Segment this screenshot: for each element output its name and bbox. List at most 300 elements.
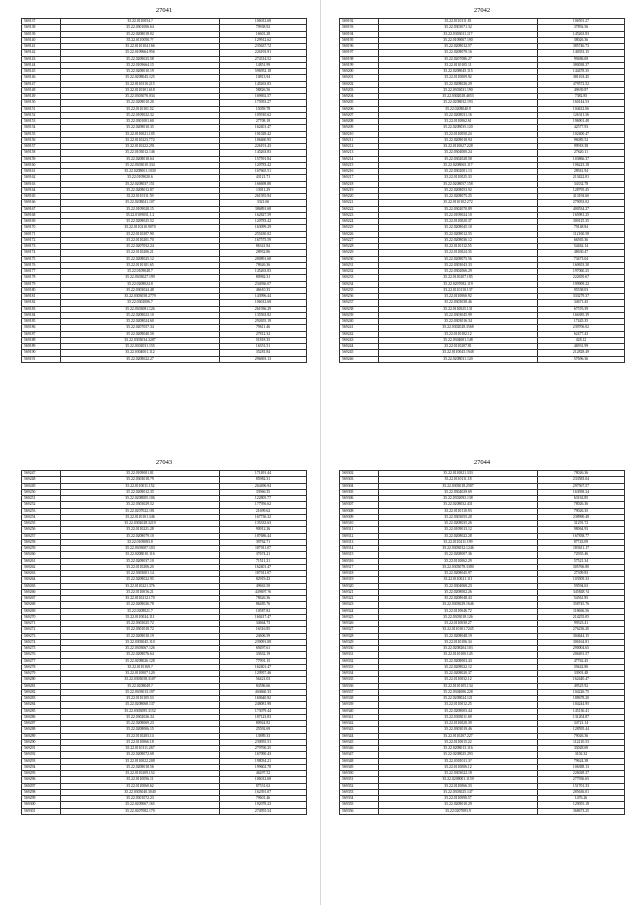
value-cell: 187011.07	[220, 571, 307, 577]
row-id-cell: 569305	[340, 489, 379, 495]
row-id-cell: 569171	[22, 231, 61, 237]
row-id-cell: 569316	[340, 558, 379, 564]
row-id-cell: 569224	[340, 219, 379, 225]
cadastral-number-cell: 35.22.0303085.3152	[61, 708, 220, 714]
cadastral-number-cell: 35.22.0301001.60	[61, 119, 220, 125]
row-id-cell: 569246	[340, 356, 379, 362]
value-cell: 16351.51	[220, 344, 307, 350]
value-cell: 37674.21	[220, 552, 307, 558]
cadastral-number-cell: 35.22.0110050.24	[379, 131, 538, 137]
value-cell: 106012.68	[220, 777, 307, 783]
cadastral-number-cell: 35.22.0208025.52	[61, 219, 220, 225]
cadastral-number-cell: 35.22.0110110.137	[379, 287, 538, 293]
cadastral-number-cell: 35.22.0207057.34	[61, 325, 220, 331]
cadastral-number-cell: 35.22.0303067.126	[61, 646, 220, 652]
value-cell: 145263.83	[220, 269, 307, 275]
row-id-cell: 569277	[22, 658, 61, 664]
row-id-cell: 569140	[22, 37, 61, 43]
row-id-cell: 569226	[340, 231, 379, 237]
table-row	[22, 808, 307, 814]
row-id-cell: 569294	[22, 764, 61, 770]
value-cell: 48630.47	[538, 250, 625, 256]
value-cell: 145263.83	[220, 81, 307, 87]
value-cell: 264496.94	[220, 483, 307, 489]
row-id-cell: 569207	[340, 112, 379, 118]
cadastral-number-cell: 35.22.0110206.20	[61, 564, 220, 570]
value-cell: 300125.35	[538, 219, 625, 225]
row-id-cell: 569194	[340, 31, 379, 37]
row-id-cell: 569237	[340, 300, 379, 306]
cadastral-number-cell: 35.22.0208022.12	[379, 664, 538, 670]
cadastral-number-cell: 35.22.0208076.64	[61, 652, 220, 658]
cadastral-number-cell: 35.22.0110203.14	[61, 733, 220, 739]
row-id-cell: 569181	[22, 294, 61, 300]
value-cell: 167665.51	[220, 169, 307, 175]
row-id-cell: 569139	[22, 31, 61, 37]
row-id-cell: 569322	[340, 596, 379, 602]
row-id-cell: 569137	[22, 19, 61, 25]
value-cell: 80924.82	[220, 721, 307, 727]
cadastral-number-cell: 35.22.0208045.10	[379, 225, 538, 231]
row-id-cell: 569146	[22, 75, 61, 81]
cadastral-number-cell: 35.22.0110211.199	[379, 539, 538, 545]
cadastral-number-cell: 35.22.0303016.34	[379, 319, 538, 325]
row-id-cell: 569319	[340, 577, 379, 583]
row-id-cell: 569280	[22, 677, 61, 683]
row-id-cell: 569187	[22, 331, 61, 337]
value-cell: 381163.45	[538, 75, 625, 81]
value-cell: 413194.60	[538, 194, 625, 200]
row-id-cell: 569317	[340, 564, 379, 570]
value-cell: 57521.34	[538, 558, 625, 564]
cadastral-number-cell: 35.22.0304000.24	[379, 150, 538, 156]
document-page-27041	[16, 4, 312, 452]
row-id-cell: 569324	[340, 608, 379, 614]
row-id-cell: 569283	[22, 696, 61, 702]
row-id-cell: 569143	[22, 56, 61, 62]
row-id-cell: 569196	[340, 44, 379, 50]
row-id-cell: 569150	[22, 100, 61, 106]
value-cell: 85982.31	[220, 477, 307, 483]
cadastral-number-cell: 35.22.0208012.57	[379, 44, 538, 50]
cadastral-number-cell: 35.22.0208031.120	[379, 356, 538, 362]
cadastral-number-cell: 35.22.0109028.15	[61, 206, 220, 212]
cadastral-number-cell: 35.22.0302028.4653	[379, 94, 538, 100]
value-cell: 404660.33	[220, 689, 307, 695]
value-cell: 187686.44	[220, 533, 307, 539]
value-cell: 213422.81	[538, 175, 625, 181]
cadastral-number-cell: 35.22.0208026.128	[61, 658, 220, 664]
value-cell: 27620.11	[538, 150, 625, 156]
cadastral-number-cell: 35.22.0109007.190	[379, 37, 538, 43]
cadastral-number-cell: 35.22.0208079.10	[61, 533, 220, 539]
value-cell: 54462.14	[538, 244, 625, 250]
value-cell: 135563.82	[220, 312, 307, 318]
value-cell: 79026.35	[538, 508, 625, 514]
value-cell: 238990.49	[538, 514, 625, 520]
row-id-cell: 569158	[22, 150, 61, 156]
cadastral-number-cell: 35.22.0304068.23	[379, 583, 538, 589]
data-table	[21, 470, 307, 815]
value-cell: 33966.35	[220, 489, 307, 495]
value-cell: 27812.32	[220, 331, 307, 337]
value-cell: 187011.07	[220, 546, 307, 552]
cadastral-number-cell: 35.22.0302026.34	[61, 714, 220, 720]
row-id-cell: 569189	[22, 344, 61, 350]
page-title: 27043	[155, 459, 173, 466]
value-cell: 151701.33	[538, 783, 625, 789]
value-cell: 105910.62	[220, 112, 307, 118]
value-cell: 368673.25	[538, 808, 625, 814]
value-cell: 214255.05	[538, 614, 625, 620]
cadastral-number-cell: 35.22.0208045.125	[61, 75, 220, 81]
data-table	[339, 470, 625, 815]
row-id-cell: 569192	[340, 19, 379, 25]
value-cell: 106388.13	[538, 764, 625, 770]
cadastral-number-cell: 35.22.0304001.112	[61, 350, 220, 356]
value-cell: 3102.32	[538, 752, 625, 758]
row-id-cell: 569168	[22, 212, 61, 218]
cadastral-number-cell: 35.22.0110111.267	[61, 746, 220, 752]
value-cell: 42577.93	[538, 125, 625, 131]
value-cell: 177956.62	[220, 502, 307, 508]
cadastral-number-cell: 35.22.0110207.227	[379, 733, 538, 739]
row-id-cell: 569349	[340, 764, 379, 770]
cadastral-number-cell: 35.22.0303078.3380	[379, 564, 538, 570]
cadastral-number-cell: 35.22.0208075.25	[379, 194, 538, 200]
row-id-cell: 569184	[22, 312, 61, 318]
row-id-cell: 569240	[340, 319, 379, 325]
cadastral-number-cell: 35.22.0208025.293	[379, 752, 538, 758]
row-id-cell: 569334	[340, 671, 379, 677]
document-page-27043	[16, 456, 312, 904]
value-cell: 34664.73	[220, 621, 307, 627]
row-id-cell: 569261	[22, 558, 61, 564]
cadastral-number-cell: 35.22.0208005.106	[61, 496, 220, 502]
cadastral-number-cell: 35.22.0109001.81	[61, 471, 220, 477]
value-cell: 84586.66	[220, 683, 307, 689]
row-id-cell: 569185	[22, 319, 61, 325]
value-cell: 143996.44	[220, 294, 307, 300]
value-cell: 385746.73	[538, 44, 625, 50]
value-cell: 21699.62	[220, 508, 307, 514]
cadastral-number-cell: 35.22.0208045.115	[379, 69, 538, 75]
row-id-cell: 569343	[340, 727, 379, 733]
value-cell: 122805.77	[220, 496, 307, 502]
cadastral-number-cell: 35.22.0110024.111	[61, 614, 220, 620]
row-id-cell: 569263	[22, 571, 61, 577]
cadastral-number-cell: 35.22.0109020.6	[61, 175, 220, 181]
value-cell: 112210.53	[538, 739, 625, 745]
row-id-cell: 569169	[22, 219, 61, 225]
row-id-cell: 569304	[340, 483, 379, 489]
row-id-cell: 569222	[340, 206, 379, 212]
value-cell: 90912.26	[220, 527, 307, 533]
row-id-cell: 569289	[22, 733, 61, 739]
cadastral-number-cell: 35.22.0208024.8	[61, 281, 220, 287]
cadastral-number-cell: 35.22.0302028.58	[379, 156, 538, 162]
cadastral-number-cell: 35.22.0303013.197	[61, 689, 220, 695]
row-id-cell: 569340	[340, 708, 379, 714]
row-id-cell: 569284	[22, 702, 61, 708]
row-id-cell: 569311	[340, 527, 379, 533]
row-id-cell: 569252	[22, 502, 61, 508]
row-id-cell: 569212	[340, 144, 379, 150]
row-id-cell: 569310	[340, 521, 379, 527]
cadastral-number-cell: 35.22.0109024.10	[379, 212, 538, 218]
value-cell: 24606.59	[220, 633, 307, 639]
value-cell: 226028.37	[538, 771, 625, 777]
row-id-cell: 569253	[22, 508, 61, 514]
row-id-cell: 569145	[22, 69, 61, 75]
value-cell: 162440.47	[538, 677, 625, 683]
row-id-cell: 569216	[340, 169, 379, 175]
row-id-cell: 569342	[340, 721, 379, 727]
cadastral-number-cell: 35.22.0208012.35	[61, 489, 220, 495]
cadastral-number-cell: 35.22.0304006.228	[379, 689, 538, 695]
row-id-cell: 569341	[340, 714, 379, 720]
value-cell: 279760.25	[220, 746, 307, 752]
row-id-cell: 569243	[340, 337, 379, 343]
row-id-cell: 569228	[340, 244, 379, 250]
value-cell: 165981.25	[538, 212, 625, 218]
value-cell: 160417.47	[220, 614, 307, 620]
row-id-cell: 569153	[22, 119, 61, 125]
value-cell: 66565.36	[538, 237, 625, 243]
value-cell: 400534.27	[538, 206, 625, 212]
row-id-cell: 569295	[22, 771, 61, 777]
value-cell: 160653.30	[538, 262, 625, 268]
cadastral-number-cell: 35.22.0208010.116	[61, 552, 220, 558]
cadastral-number-cell: 35.22.0208018.56	[61, 764, 220, 770]
row-id-cell: 569149	[22, 94, 61, 100]
value-cell: 99486.69	[538, 56, 625, 62]
row-id-cell: 569175	[22, 256, 61, 262]
cadastral-number-cell: 35.22.0110032.12	[379, 677, 538, 683]
cadastral-number-cell: 35.22.0303022.18	[379, 771, 538, 777]
value-cell: 13889.33	[220, 733, 307, 739]
cadastral-number-cell: 35.22.0110101.7245	[379, 627, 538, 633]
value-cell: 167575.59	[220, 237, 307, 243]
cadastral-number-cell: 35.22.0110066.18	[61, 739, 220, 745]
value-cell: 71511.21	[220, 558, 307, 564]
cadastral-number-cell: 35.22.0208020.37	[379, 671, 538, 677]
row-id-cell: 569259	[22, 546, 61, 552]
value-cell: 160640.82	[220, 696, 307, 702]
value-cell: 171491.44	[220, 471, 307, 477]
cadastral-number-cell: 35.22.0303010.334	[61, 162, 220, 168]
row-id-cell: 569335	[340, 677, 379, 683]
row-id-cell: 569315	[340, 552, 379, 558]
cadastral-number-cell: 35.22.0208018.02	[61, 31, 220, 37]
value-cell: 86485.76	[220, 602, 307, 608]
row-id-cell: 569232	[340, 269, 379, 275]
cadastral-number-cell: 35.22.0303007.103	[61, 546, 220, 552]
value-cell: 31291.72	[538, 521, 625, 527]
row-id-cell: 569286	[22, 714, 61, 720]
row-id-cell: 569221	[340, 200, 379, 206]
cadastral-number-cell: 35.22.0208010.20	[61, 100, 220, 106]
value-cell: 47762.45	[538, 658, 625, 664]
cadastral-number-cell: 35.22.0303055.20	[379, 514, 538, 520]
value-cell: 274314.52	[220, 56, 307, 62]
cadastral-number-cell: 35.22.0110112.55	[379, 244, 538, 250]
row-id-cell: 569354	[340, 796, 379, 802]
value-cell: 239706.02	[538, 325, 625, 331]
cadastral-number-cell: 35.22.0208022.28	[379, 533, 538, 539]
cadastral-number-cell: 35.22.0110012.25	[379, 702, 538, 708]
value-cell: 129055.18	[538, 802, 625, 808]
row-id-cell: 569242	[340, 331, 379, 337]
value-cell: 33901.48	[538, 671, 625, 677]
value-cell: 306164.81	[538, 639, 625, 645]
value-cell: 167090.43	[220, 752, 307, 758]
cadastral-number-cell: 35.22.0207082.170	[61, 808, 220, 814]
value-cell: 358745.76	[538, 602, 625, 608]
row-id-cell: 569190	[22, 350, 61, 356]
row-id-cell: 569191	[22, 356, 61, 362]
row-id-cell: 569256	[22, 527, 61, 533]
value-cell: 120783.42	[220, 162, 307, 168]
row-id-cell: 569351	[340, 777, 379, 783]
value-cell: 129912.62	[220, 37, 307, 43]
cadastral-number-cell: 35.22.0303045.110	[61, 639, 220, 645]
value-cell: 28952.86	[220, 250, 307, 256]
value-cell: 1476.26	[538, 796, 625, 802]
value-cell: 173079.44	[220, 708, 307, 714]
value-cell: 72935.46	[538, 552, 625, 558]
page-title: 27044	[473, 459, 491, 466]
row-id-cell: 569328	[340, 633, 379, 639]
cadastral-number-cell: 35.22.0110212.170	[61, 596, 220, 602]
cadastral-number-cell: 35.22.0208023.10	[61, 312, 220, 318]
cadastral-number-cell: 35.22.0208078.16	[379, 50, 538, 56]
cadastral-number-cell: 35.22.0208018.94	[379, 137, 538, 143]
cadastral-number-cell: 35.22.0110056.11	[61, 777, 220, 783]
row-id-cell: 569211	[340, 137, 379, 143]
row-id-cell: 569214	[340, 156, 379, 162]
row-id-cell: 569180	[22, 287, 61, 293]
cadastral-number-cell: 35.22.0110207.90	[61, 231, 220, 237]
row-id-cell: 569278	[22, 664, 61, 670]
row-id-cell: 569314	[340, 546, 379, 552]
value-cell: 162401.47	[220, 125, 307, 131]
value-cell: 188678.20	[538, 696, 625, 702]
value-cell: 235637.72	[220, 44, 307, 50]
value-cell: 163099.29	[220, 225, 307, 231]
row-id-cell: 569339	[340, 702, 379, 708]
value-cell: 14851.99	[220, 62, 307, 68]
row-id-cell: 569166	[22, 200, 61, 206]
row-id-cell: 569326	[340, 621, 379, 627]
value-cell: 222659.67	[538, 275, 625, 281]
row-id-cell: 569244	[340, 344, 379, 350]
row-id-cell: 569302	[340, 471, 379, 477]
value-cell: 106460.95	[220, 137, 307, 143]
value-cell: 106012.68	[220, 19, 307, 25]
cadastral-number-cell: 35.22.0208057.158	[379, 181, 538, 187]
value-cell: 77991.15	[220, 658, 307, 664]
cadastral-number-cell: 35.22.0208075.56	[379, 256, 538, 262]
row-id-cell: 569218	[340, 181, 379, 187]
cadastral-number-cell: 35.22.0110060.92	[379, 294, 538, 300]
row-id-cell: 569238	[340, 306, 379, 312]
cadastral-number-cell: 35.22.0207086.27	[379, 56, 538, 62]
value-cell: 39762.71	[220, 539, 307, 545]
value-cell: 78026.36	[538, 471, 625, 477]
value-cell: 126311.56	[538, 112, 625, 118]
row-id-cell: 569206	[340, 106, 379, 112]
value-cell: 49525.92	[538, 683, 625, 689]
value-cell: 162391.07	[220, 789, 307, 795]
value-cell: 145263.83	[538, 31, 625, 37]
value-cell: 101028.42	[220, 131, 307, 137]
cadastral-number-cell: 35.22.0110024.35	[379, 250, 538, 256]
value-cell: 73473.04	[538, 256, 625, 262]
row-id-cell: 569267	[22, 596, 61, 602]
value-cell: 279053.02	[538, 200, 625, 206]
data-table	[21, 18, 307, 363]
cadastral-number-cell: 35.22.0302006.7	[61, 300, 220, 306]
value-cell: 82919.43	[220, 577, 307, 583]
value-cell: 38026.36	[538, 37, 625, 43]
row-id-cell: 569292	[22, 752, 61, 758]
cadastral-number-cell: 35.22.0110007.120	[61, 671, 220, 677]
value-cell: 106591.27	[538, 19, 625, 25]
cadastral-number-cell: 35.22.0208072.68	[61, 752, 220, 758]
row-id-cell: 569170	[22, 225, 61, 231]
cadastral-number-cell: 35.22.0303018.2587	[379, 483, 538, 489]
value-cell: 198034.21	[220, 758, 307, 764]
value-cell: 166698.88	[220, 181, 307, 187]
cadastral-number-cell: 35.22.0303043.33	[379, 262, 538, 268]
cadastral-number-cell: 35.22.0303029.52	[61, 502, 220, 508]
cadastral-number-cell: 35.22.0208068.137	[61, 702, 220, 708]
row-id-cell: 569205	[340, 100, 379, 106]
value-cell: 175953.27	[220, 100, 307, 106]
row-id-cell: 569265	[22, 583, 61, 589]
value-cell: 79611.46	[220, 325, 307, 331]
value-cell: 297567.57	[538, 483, 625, 489]
cadastral-number-cell: 35.22.0301011.3?	[379, 758, 538, 764]
row-id-cell: 569219	[340, 187, 379, 193]
value-cell: 187123.83	[220, 714, 307, 720]
row-id-cell: 569161	[22, 169, 61, 175]
table-row	[340, 356, 625, 362]
row-id-cell: 569152	[22, 112, 61, 118]
cadastral-number-cell: 35.22.0109013.12	[379, 527, 538, 533]
value-cell: 104244.95	[538, 702, 625, 708]
value-cell: 78626.36	[220, 262, 307, 268]
value-cell: 163058.34	[538, 489, 625, 495]
cadastral-number-cell: 35.22.0110046.72	[379, 608, 538, 614]
cadastral-number-cell: 35.22.0209067.165	[61, 802, 220, 808]
row-id-cell: 569257	[22, 533, 61, 539]
row-id-cell: 569213	[340, 150, 379, 156]
row-id-cell: 569336	[340, 683, 379, 689]
cadastral-number-cell: 35.22.0208040.50	[61, 331, 220, 337]
row-id-cell: 569178	[22, 275, 61, 281]
row-id-cell: 569325	[340, 614, 379, 620]
cadastral-number-cell: 35.22.0303045.99	[379, 312, 538, 318]
cadastral-number-cell: 35.22.0208035.26	[379, 521, 538, 527]
row-id-cell: 569197	[340, 50, 379, 56]
value-cell: 128795.45	[538, 187, 625, 193]
value-cell: 274955.54	[220, 808, 307, 814]
cadastral-number-cell: 35.22.0303031.190	[379, 87, 538, 93]
row-id-cell: 569198	[340, 56, 379, 62]
value-cell: 69497.61	[220, 646, 307, 652]
